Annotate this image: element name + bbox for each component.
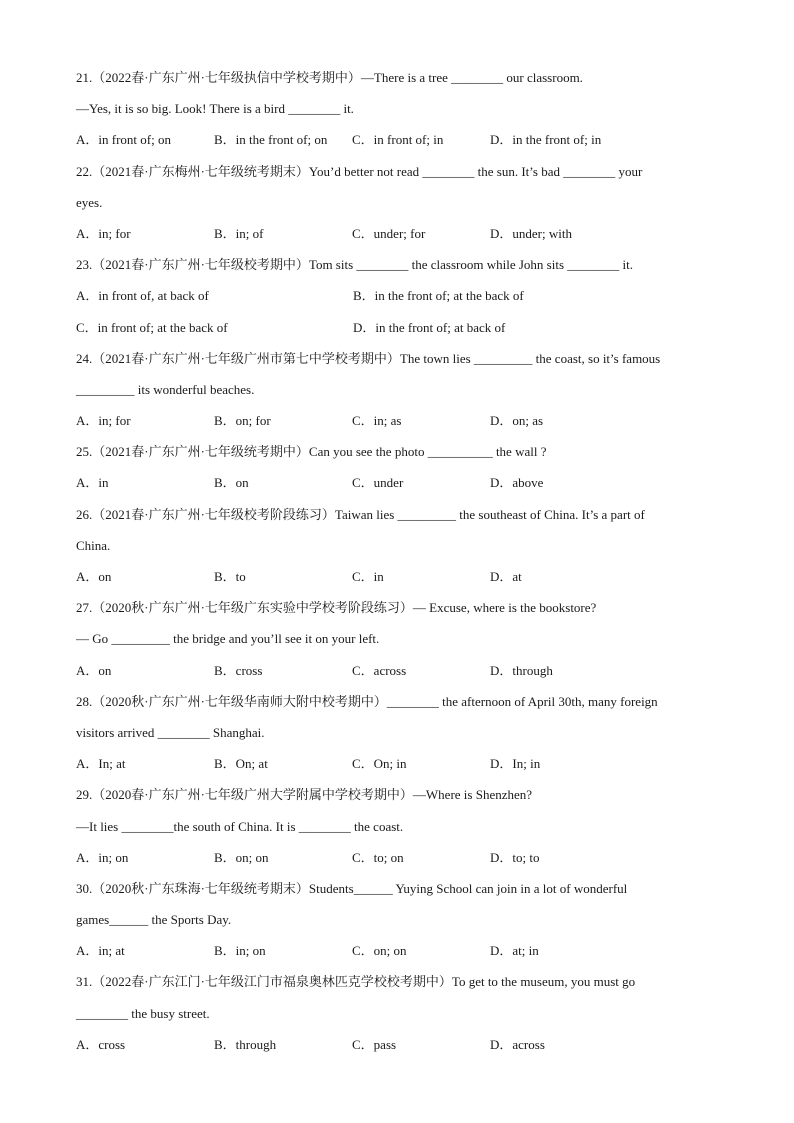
question-27 xyxy=(76,592,726,686)
option-d[interactable]: D．in the front of; at back of xyxy=(353,319,506,335)
exam-page xyxy=(76,62,726,1060)
question-28-line-1: 28.（2020秋·广东广州·七年级华南师大附中校考期中）________ the afternoon of April 30th, many foreign xyxy=(76,693,658,709)
question-24-line-1: 24.（2021春·广东广州·七年级广州市第七中学校考期中）The town lies _________ the coast, so it’s famous xyxy=(76,350,661,366)
question-30-options xyxy=(76,935,726,966)
question-25 xyxy=(76,436,726,498)
option-c[interactable]: C．in; as xyxy=(352,413,402,429)
question-29-options xyxy=(76,842,726,873)
question-30 xyxy=(76,873,726,967)
question-22 xyxy=(76,156,726,250)
question-31-options xyxy=(76,1029,726,1060)
option-b[interactable]: B．in the front of; at the back of xyxy=(353,288,524,304)
option-b[interactable]: B．to xyxy=(214,569,246,584)
option-d[interactable]: D．to; to xyxy=(490,849,540,865)
option-c[interactable]: C．under xyxy=(352,475,404,491)
option-c[interactable]: C．in front of; at the back of xyxy=(76,319,228,335)
question-28-options xyxy=(76,748,726,779)
question-21-line-1: 21.（2022春·广东广州·七年级执信中学校考期中）—There is a tree ________ our classroom. xyxy=(76,70,583,85)
option-b[interactable]: B．in the front of; on xyxy=(214,132,328,148)
option-b[interactable]: B．cross xyxy=(214,662,263,678)
option-d[interactable]: D．at xyxy=(490,569,522,584)
option-a[interactable]: A．in; for xyxy=(76,413,131,429)
question-31-line-2: ________ the busy street. xyxy=(76,1005,210,1021)
option-d[interactable]: D．above xyxy=(490,475,544,491)
option-a[interactable]: A．on xyxy=(76,662,112,678)
question-22-line-2: eyes. xyxy=(76,194,103,210)
question-23-options-row-2 xyxy=(76,312,726,343)
option-d[interactable]: D．under; with xyxy=(490,225,572,241)
question-30-line-1: 30.（2020秋·广东珠海·七年级统考期末）Students______ Yuying School can join in a lot of wonderful xyxy=(76,880,628,896)
option-d[interactable]: D．In; in xyxy=(490,756,541,772)
option-a[interactable]: A．in front of; on xyxy=(76,132,171,148)
question-22-options xyxy=(76,218,726,249)
question-23 xyxy=(76,249,726,343)
question-25-options xyxy=(76,467,726,498)
option-a[interactable]: A．on xyxy=(76,569,112,584)
question-29 xyxy=(76,779,726,873)
option-b[interactable]: B．on; for xyxy=(214,413,271,429)
option-a[interactable]: A．in; on xyxy=(76,849,129,865)
question-24-line-2: _________ its wonderful beaches. xyxy=(76,381,255,397)
question-21-options xyxy=(76,124,726,155)
option-a[interactable]: A．in front of, at back of xyxy=(76,288,209,304)
question-21-line-2: —Yes, it is so big. Look! There is a bird ________ it. xyxy=(76,101,354,117)
option-c[interactable]: C．across xyxy=(352,662,407,678)
option-b[interactable]: B．On; at xyxy=(214,756,268,772)
option-b[interactable]: B．on xyxy=(214,475,249,491)
question-25-line-1: 25.（2021春·广东广州·七年级统考期中）Can you see the photo __________ the wall ? xyxy=(76,444,547,460)
option-c[interactable]: C．On; in xyxy=(352,756,407,772)
question-23-line-1: 23.（2021春·广东广州·七年级校考期中）Tom sits ________ the classroom while John sits ________ it. xyxy=(76,257,633,273)
question-28 xyxy=(76,686,726,780)
question-27-line-2: — Go _________ the bridge and you’ll see it on your left. xyxy=(76,631,380,647)
question-26-options xyxy=(76,561,726,592)
question-30-line-2: games______ the Sports Day. xyxy=(76,912,232,928)
option-c[interactable]: C．on; on xyxy=(352,943,407,959)
option-c[interactable]: C．in front of; in xyxy=(352,132,444,148)
question-26-line-2: China. xyxy=(76,537,111,553)
question-26-line-1: 26.（2021春·广东广州·七年级校考阶段练习）Taiwan lies _________ the southeast of China. It’s a part of xyxy=(76,506,645,522)
option-c[interactable]: C．under; for xyxy=(352,225,426,241)
option-d[interactable]: D．at; in xyxy=(490,943,539,959)
option-b[interactable]: B．on; on xyxy=(214,849,269,865)
question-29-line-1: 29.（2020春·广东广州·七年级广州大学附属中学校考期中）—Where is Shenzhen? xyxy=(76,787,533,803)
option-a[interactable]: A．in xyxy=(76,475,109,491)
option-d[interactable]: D．in the front of; in xyxy=(490,132,602,148)
question-27-line-1: 27.（2020秋·广东广州·七年级广东实验中学校考阶段练习）— Excuse, where is the bookstore? xyxy=(76,600,597,616)
option-b[interactable]: B．in; on xyxy=(214,943,266,959)
option-c[interactable]: C．to; on xyxy=(352,849,404,865)
question-22-line-1: 22.（2021春·广东梅州·七年级统考期末）You’d better not read ________ the sun. It’s bad ________ your xyxy=(76,163,643,179)
question-24-options xyxy=(76,405,726,436)
question-31 xyxy=(76,966,726,1060)
question-21 xyxy=(76,62,726,156)
option-c[interactable]: C．in xyxy=(352,569,384,584)
question-23-options-row-1 xyxy=(76,280,726,311)
question-27-options xyxy=(76,655,726,686)
option-a[interactable]: A．in; for xyxy=(76,225,131,241)
question-26 xyxy=(76,499,726,593)
option-b[interactable]: B．through xyxy=(214,1036,277,1052)
option-a[interactable]: A．in; at xyxy=(76,943,125,959)
option-d[interactable]: D．on; as xyxy=(490,413,544,429)
option-a[interactable]: A．cross xyxy=(76,1036,126,1052)
question-29-line-2: —It lies ________the south of China. It is ________ the coast. xyxy=(76,818,404,834)
option-a[interactable]: A．In; at xyxy=(76,756,126,772)
option-d[interactable]: D．through xyxy=(490,662,553,678)
option-c[interactable]: C．pass xyxy=(352,1036,397,1052)
option-b[interactable]: B．in; of xyxy=(214,225,264,241)
question-31-line-1: 31.（2022春·广东江门·七年级江门市福泉奥林匹克学校校考期中）To get to the museum, you must go xyxy=(76,974,636,990)
option-d[interactable]: D．across xyxy=(490,1036,545,1052)
question-24 xyxy=(76,343,726,437)
question-28-line-2: visitors arrived ________ Shanghai. xyxy=(76,724,265,740)
